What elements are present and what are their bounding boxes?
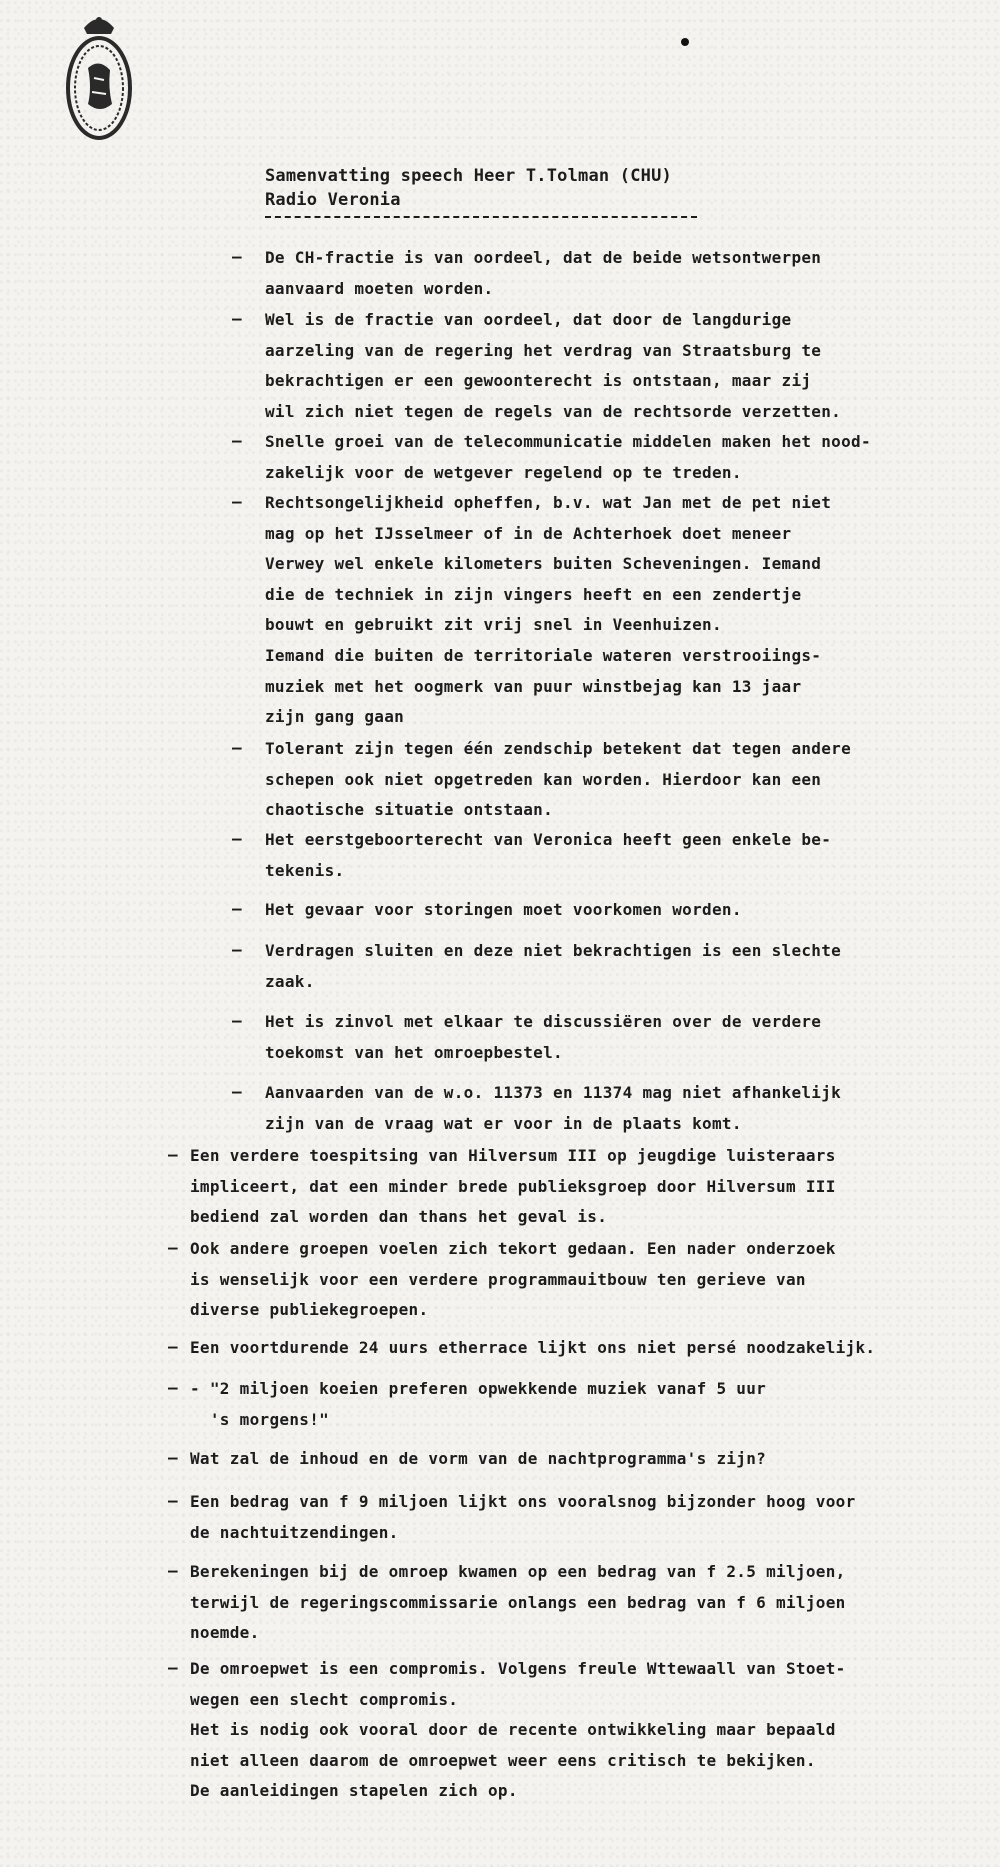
bullet-dash: — — [232, 738, 242, 757]
bullet-line: zakelijk voor de wetgever regelend op te treden. — [265, 462, 742, 482]
royal-seal-icon — [64, 8, 134, 144]
bullet-line: bouwt en gebruikt zit vrij snel in Veenhuizen. — [265, 615, 722, 635]
summary-title: Samenvatting speech Heer T.Tolman (CHU) — [265, 166, 672, 186]
bullet-line: Rechtsongelijkheid opheffen, b.v. wat Jan met de pet niet — [265, 493, 832, 512]
bullet-line: zijn gang gaan — [265, 707, 405, 727]
bullet-line: mag op het IJsselmeer of in de Achterhoek doet meneer — [265, 523, 792, 543]
bullet-line: Wat zal de inhoud en de vorm van de nachtprogramma's zijn? — [190, 1449, 767, 1468]
bullet-line: Het gevaar voor storingen moet voorkomen worden. — [265, 900, 742, 919]
bullet-line: Het eerstgeboorterecht van Veronica heeft geen enkele be- — [265, 830, 832, 849]
bullet-line: muziek met het oogmerk van puur winstbejag kan 13 jaar — [265, 676, 802, 696]
bullet-dash: — — [168, 1658, 178, 1677]
bullet-dash: — — [168, 1238, 178, 1257]
bullet-line: impliceert, dat een minder brede publieksgroep door Hilversum III — [190, 1176, 836, 1196]
bullet-line: is wenselijk voor een verdere programmauitbouw ten gerieve van — [190, 1269, 806, 1289]
bullet-dash: — — [232, 247, 242, 266]
bullet-line: schepen ook niet opgetreden kan worden. Hierdoor kan een — [265, 769, 822, 789]
bullet-line: Het is zinvol met elkaar te discussiëren over de verdere — [265, 1012, 822, 1031]
bullet-line: Het is nodig ook vooral door de recente ontwikkeling maar bepaald — [190, 1720, 836, 1740]
bullet-line: Verwey wel enkele kilometers buiten Scheveningen. Iemand — [265, 554, 822, 574]
bullet-line: wegen een slecht compromis. — [190, 1689, 459, 1709]
bullet-dash: — — [168, 1145, 178, 1164]
bullet-dash: — — [232, 309, 242, 328]
bullet-line: De CH-fractie is van oordeel, dat de beide wetsontwerpen — [265, 248, 822, 267]
bullet-line: De omroepwet is een compromis. Volgens freule Wttewaall van Stoet- — [190, 1659, 846, 1678]
bullet-line: aarzeling van de regering het verdrag van Straatsburg te — [265, 340, 822, 360]
bullet-dash: — — [232, 492, 242, 511]
bullet-dash: — — [232, 431, 242, 450]
bullet-dash: — — [232, 1082, 242, 1101]
bullet-dash: — — [168, 1491, 178, 1510]
bullet-dash: — — [168, 1337, 178, 1356]
bullet-line: toekomst van het omroepbestel. — [265, 1042, 563, 1062]
bullet-line: diverse publiekegroepen. — [190, 1300, 429, 1320]
bullet-line: wil zich niet tegen de regels van de rechtsorde verzetten. — [265, 401, 842, 421]
bullet-line: De aanleidingen stapelen zich op. — [190, 1781, 518, 1801]
bullet-dash: — — [168, 1378, 178, 1397]
bullet-line: Wel is de fractie van oordeel, dat door de langdurige — [265, 310, 792, 329]
bullet-line: Verdragen sluiten en deze niet bekrachtigen is een slechte — [265, 941, 842, 960]
bullet-dash: — — [168, 1448, 178, 1467]
bullet-line: aanvaard moeten worden. — [265, 278, 494, 298]
bullet-dash: — — [168, 1561, 178, 1580]
bullet-dash: — — [232, 940, 242, 959]
bullet-line: niet alleen daarom de omroepwet weer eens critisch te bekijken. — [190, 1750, 816, 1770]
bullet-line: Een voortdurende 24 uurs etherrace lijkt ons niet persé noodzakelijk. — [190, 1338, 876, 1357]
bullet-line: bediend zal worden dan thans het geval is. — [190, 1207, 608, 1227]
bullet-line: terwijl de regeringscommissarie onlangs een bedrag van f 6 miljoen — [190, 1592, 846, 1612]
bullet-dash: — — [232, 829, 242, 848]
title-underline — [265, 216, 697, 218]
bullet-line: Een bedrag van f 9 miljoen lijkt ons vooralsnog bijzonder hoog voor — [190, 1492, 856, 1511]
bullet-line: Snelle groei van de telecommunicatie middelen maken het nood- — [265, 432, 871, 451]
bullet-line: Ook andere groepen voelen zich tekort gedaan. Een nader onderzoek — [190, 1239, 836, 1258]
summary-subtitle: Radio Veronia — [265, 190, 401, 210]
bullet-dash: — — [232, 1011, 242, 1030]
bullet-line: die de techniek in zijn vingers heeft en een zendertje — [265, 584, 802, 604]
ink-dot — [681, 38, 689, 46]
bullet-line: Berekeningen bij de omroep kwamen op een bedrag van f 2.5 miljoen, — [190, 1562, 846, 1581]
bullet-line: chaotische situatie ontstaan. — [265, 800, 554, 820]
bullet-dash: — — [232, 899, 242, 918]
bullet-line: Een verdere toespitsing van Hilversum III op jeugdige luisteraars — [190, 1146, 836, 1165]
bullet-line: zijn van de vraag wat er voor in de plaats komt. — [265, 1113, 742, 1133]
bullet-line: Tolerant zijn tegen één zendschip betekent dat tegen andere — [265, 739, 852, 758]
bullet-line: de nachtuitzendingen. — [190, 1522, 399, 1542]
bullet-line: Iemand die buiten de territoriale wateren verstrooiings- — [265, 646, 822, 665]
bullet-line: tekenis. — [265, 860, 345, 880]
bullet-line: bekrachtigen er een gewoonterecht is ontstaan, maar zij — [265, 371, 812, 391]
bullet-line: zaak. — [265, 971, 315, 991]
bullet-line: Aanvaarden van de w.o. 11373 en 11374 mag niet afhankelijk — [265, 1083, 842, 1102]
bullet-line: noemde. — [190, 1623, 260, 1643]
bullet-line: 's morgens!" — [190, 1409, 330, 1429]
bullet-line: - "2 miljoen koeien preferen opwekkende muziek vanaf 5 uur — [190, 1379, 767, 1398]
